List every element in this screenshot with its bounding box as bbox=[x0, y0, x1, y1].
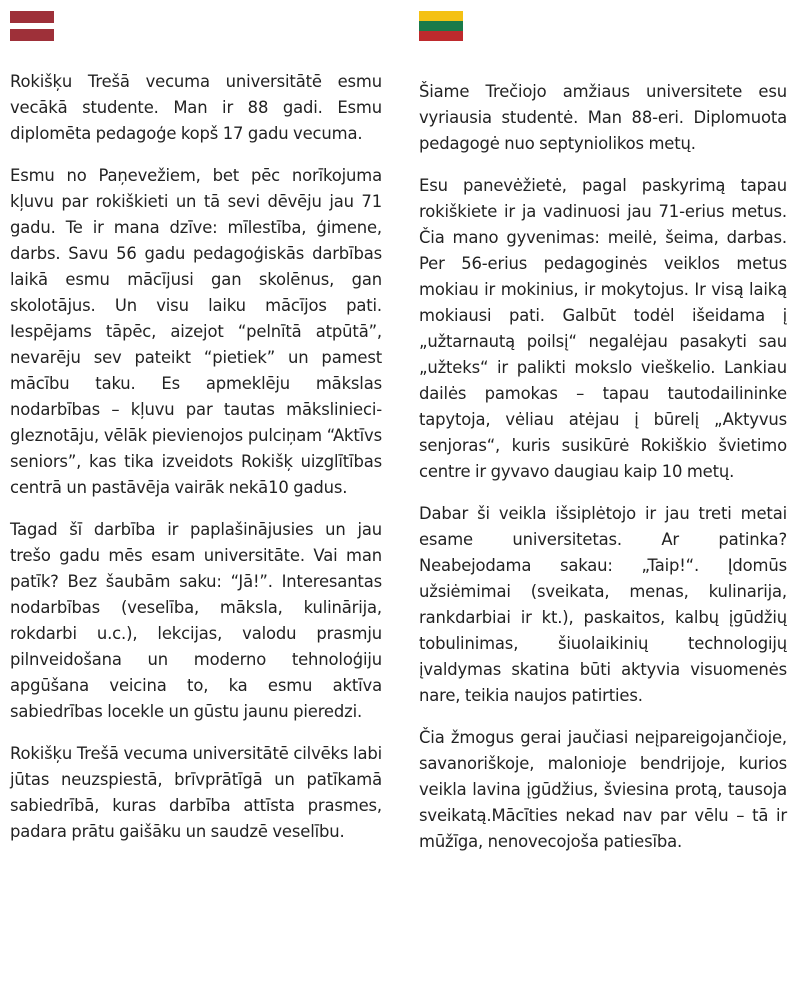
lithuanian-text bbox=[419, 79, 787, 855]
flag-stripe-bottom bbox=[10, 29, 54, 41]
flag-stripe-top bbox=[10, 11, 54, 23]
flag-stripe-bottom bbox=[419, 31, 463, 41]
flag-stripe-top bbox=[419, 11, 463, 21]
latvian-paragraph-3: Tagad šī darbība ir paplašinājusies un jau trešo gadu mēs esam universitāte. Vai man patīk? Bez šaubām saku: “Jā!”. Interesantas nodarbības (veselība, māksla, kulinārija, rokdarbi u.c.), lekcijas, valodu prasmju pilnveidošana un moderno tehnoloģiju apgūšana veicina to, ka esmu aktīva sabiedrības locekle un gūstu jaunu pieredzi. bbox=[10, 520, 382, 721]
lithuanian-paragraph-3: Dabar ši veikla išsiplėtojo ir jau treti metai esame universitetas. Ar patinka? Neabejodama sakau: „Taip!“. Įdomūs užsiėmimai (sveikata, menas, kulinarija, rankdarbiai ir kt.), paskaitos, kalbų įgūdžių tobulinimas, šiuolaikinių technologijų įvaldymas skatina būti aktyvia visuomenės nare, teikia naujos patirties. bbox=[419, 504, 787, 705]
latvian-paragraph-2: Esmu no Paņevežiem, bet pēc norīkojuma kļuvu par rokiškieti un tā sevi dēvēju jau 71 gadu. Te ir mana dzīve: mīlestība, ģimene, darbs. Savu 56 gadu pedagoģiskās darbības laikā esmu mācījusi gan skolēnus, gan skolotājus. Un visu laiku mācījos pati. Iespējams tāpēc, aizejot “pelnītā atpūtā”, nevarēju sev pateikt “pietiek” un pamest mācību taku. Es apmeklēju mākslas nodarbības – kļuvu par tautas mākslinieci-gleznotāju, vēlāk pievienojos pulciņam “Aktīvs seniors”, kas tika izveidots Rokišķ uizglītības centrā un pastāvēja vairāk nekā10 gadus. bbox=[10, 166, 382, 497]
latvian-paragraph-1: Rokišķu Trešā vecuma universitātē esmu vecākā studente. Man ir 88 gadi. Esmu diplomēta pedagoģe kopš 17 gadu vecuma. bbox=[10, 72, 382, 143]
lithuanian-column bbox=[419, 0, 787, 871]
latvia-flag-icon bbox=[10, 11, 54, 41]
latvian-column bbox=[10, 0, 382, 861]
latvian-text bbox=[10, 69, 382, 845]
lithuanian-paragraph-2: Esu panevėžietė, pagal paskyrimą tapau rokiškiete ir ja vadinuosi jau 71-erius metus. Čia mano gyvenimas: meilė, šeima, darbas. Per 56-erius pedagoginės veiklos metus mokiau ir mokinius, ir mokytojus. Ir visą laiką mokiausi pati. Galbūt todėl išeidama į „užtarnautą poilsį“ negalėjau pasakyti sau „užteks“ ir palikti mokslo vieškelio. Lankiau dailės pamokas – tapau tautodailininke tapytoja, vėliau atėjau į būrelį „Aktyvus senjoras“, kuris susikūrė Rokiškio švietimo centre ir gyvavo daugiau kaip 10 metų. bbox=[419, 176, 787, 481]
flag-stripe-middle bbox=[419, 21, 463, 31]
lithuanian-paragraph-1: Šiame Trečiojo amžiaus universitete esu vyriausia studentė. Man 88-eri. Diplomuota pedagogė nuo septyniolikos metų. bbox=[419, 82, 787, 153]
latvian-paragraph-4: Rokišķu Trešā vecuma universitātē cilvēks labi jūtas neuzspiestā, brīvprātīgā un patīkamā sabiedrībā, kuras darbība attīsta prasmes, padara prātu gaišāku un saudzē veselību. bbox=[10, 744, 382, 841]
lithuanian-paragraph-4: Čia žmogus gerai jaučiasi neįpareigojančioje, savanoriškoje, malonioje bendrijoje, kurios veikla lavina įgūdžius, šviesina protą, tausoja sveikatą.Mācīties nekad nav par vēlu – tā ir mūžīga, nenovecojoša patiesība. bbox=[419, 728, 787, 851]
lithuania-flag-icon bbox=[419, 11, 463, 41]
